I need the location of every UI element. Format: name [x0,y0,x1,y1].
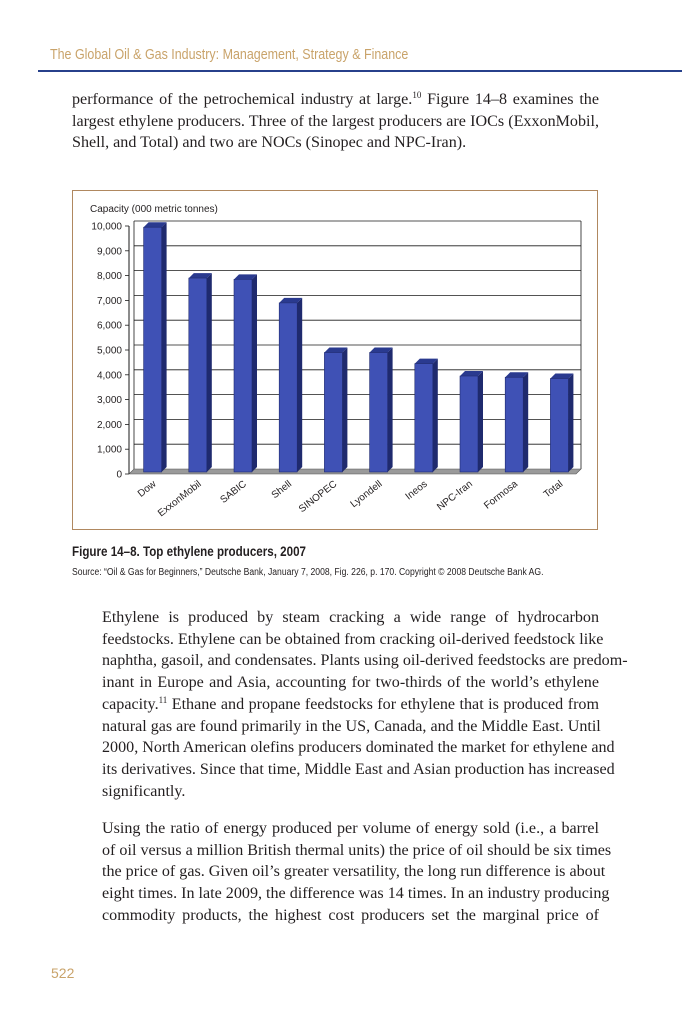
bar [324,347,347,472]
bar-side [207,273,212,472]
bar-front [550,379,568,472]
figure-caption: Figure 14–8. Top ethylene producers, 2007 [72,544,307,559]
y-tick-label: 3,000 [96,395,122,407]
bar [415,359,438,472]
bar-side [162,222,167,472]
bar [550,374,573,472]
text-line: largest ethylene producers. Three of the largest producers are IOCs (ExxonMobil, [72,112,599,130]
running-header: The Global Oil & Gas Industry: Management, Strategy & Finance [50,47,409,63]
text-line: naphtha, gasoil, and condensates. Plants using oil-derived feedstocks are predom- [102,652,628,670]
x-tick-label: Ineos [403,478,430,503]
x-tick-label: Formosa [482,478,521,512]
page-number: 522 [51,965,75,981]
y-tick-label: 0 [116,469,122,481]
text-line: feedstocks. Ethylene can be obtained from cracking oil-derived feedstock like [102,630,604,648]
text-line: Ethylene is produced by steam cracking a wide range of hydrocarbon [102,609,599,626]
bar-side [523,372,528,472]
y-tick-label: 10,000 [91,221,122,233]
y-tick-label: 7,000 [96,295,122,307]
bar [189,273,212,472]
text-line: its derivatives. Since that time, Middle East and Asian production has increased [102,760,615,778]
bar-front [505,377,523,472]
bar [234,274,257,472]
y-axis-label: Capacity (000 metric tonnes) [90,204,218,215]
x-tick-label: ExxonMobil [156,478,204,520]
bar-front [460,376,478,472]
paragraph-ethylene [72,607,628,802]
figure-source: Source: “Oil & Gas for Beginners,” Deutsche Bank, January 7, 2008, Fig. 226, p. 170. Copyright © 2008 Deutsche Bank AG. [72,567,544,578]
bar [279,298,302,472]
paragraph-energy-ratio [72,818,612,927]
bar-front [370,352,388,472]
bar-front [189,278,207,472]
text-line: the price of gas. Given oil’s greater versatility, the long run difference is about [102,863,606,881]
bar [370,347,393,472]
y-tick-label: 1,000 [96,444,122,456]
y-tick-label: 2,000 [96,419,122,431]
text-line: eight times. In late 2009, the difference was 14 times. In an industry producing [102,885,610,903]
text-line: capacity.$^{11}$ Ethane and propane feedstocks for ethylene that is produced from [102,694,599,713]
text-line: of oil versus a million British thermal units) the price of oil should be six times [102,841,612,859]
x-tick-label: Lyondell [348,478,385,511]
bar-front [279,303,297,472]
bar-side [297,298,302,472]
x-tick-label: Shell [269,478,295,502]
x-tick-label: SINOPEC [297,478,340,516]
text-line: 2000, North American olefins producers dominated the market for ethylene and [102,739,615,757]
bar [505,372,528,472]
bar-front [144,227,162,472]
y-tick-label: 6,000 [96,320,122,332]
bar-side [568,374,573,472]
text-line: Shell, and Total) and two are NOCs (Sinopec and NPC-Iran). [72,134,467,152]
y-tick-label: 4,000 [96,370,122,382]
bar-side [478,371,483,472]
bar [144,222,167,472]
header-rule [38,70,682,72]
chart-figure [72,190,598,530]
footnote-ref: 11 [158,694,168,705]
text-line: Using the ratio of energy produced per volume of energy sold (i.e., a barrel [102,820,599,837]
bar-front [324,352,342,472]
bar-side [433,359,438,472]
x-tick-label: Dow [135,478,159,500]
bar-front [234,279,252,472]
bar-side [388,347,393,472]
bar-side [342,347,347,472]
text-line: commodity products, the highest cost producers set the marginal price of [102,906,599,924]
bar-chart [73,191,599,531]
bar-front [415,364,433,472]
bar-side [252,274,257,472]
x-tick-label: SABIC [218,478,249,506]
y-tick-label: 5,000 [96,345,122,357]
y-tick-label: 9,000 [96,246,122,258]
bar [460,371,483,472]
text-line: performance of the petrochemical industry at large.$^{10}$ Figure 14–8 examines the [72,90,599,108]
x-tick-label: NPC-Iran [435,478,475,514]
paragraph-intro [72,89,599,154]
footnote-ref: 10 [412,90,422,100]
y-tick-label: 8,000 [96,271,122,283]
text-line: significantly. [102,782,186,800]
text-line: inant in Europe and Asia, accounting for two-thirds of the world’s ethylene [102,674,599,692]
x-tick-label: Total [541,478,566,501]
text-line: natural gas are found primarily in the US, Canada, and the Middle East. Until [102,717,601,735]
